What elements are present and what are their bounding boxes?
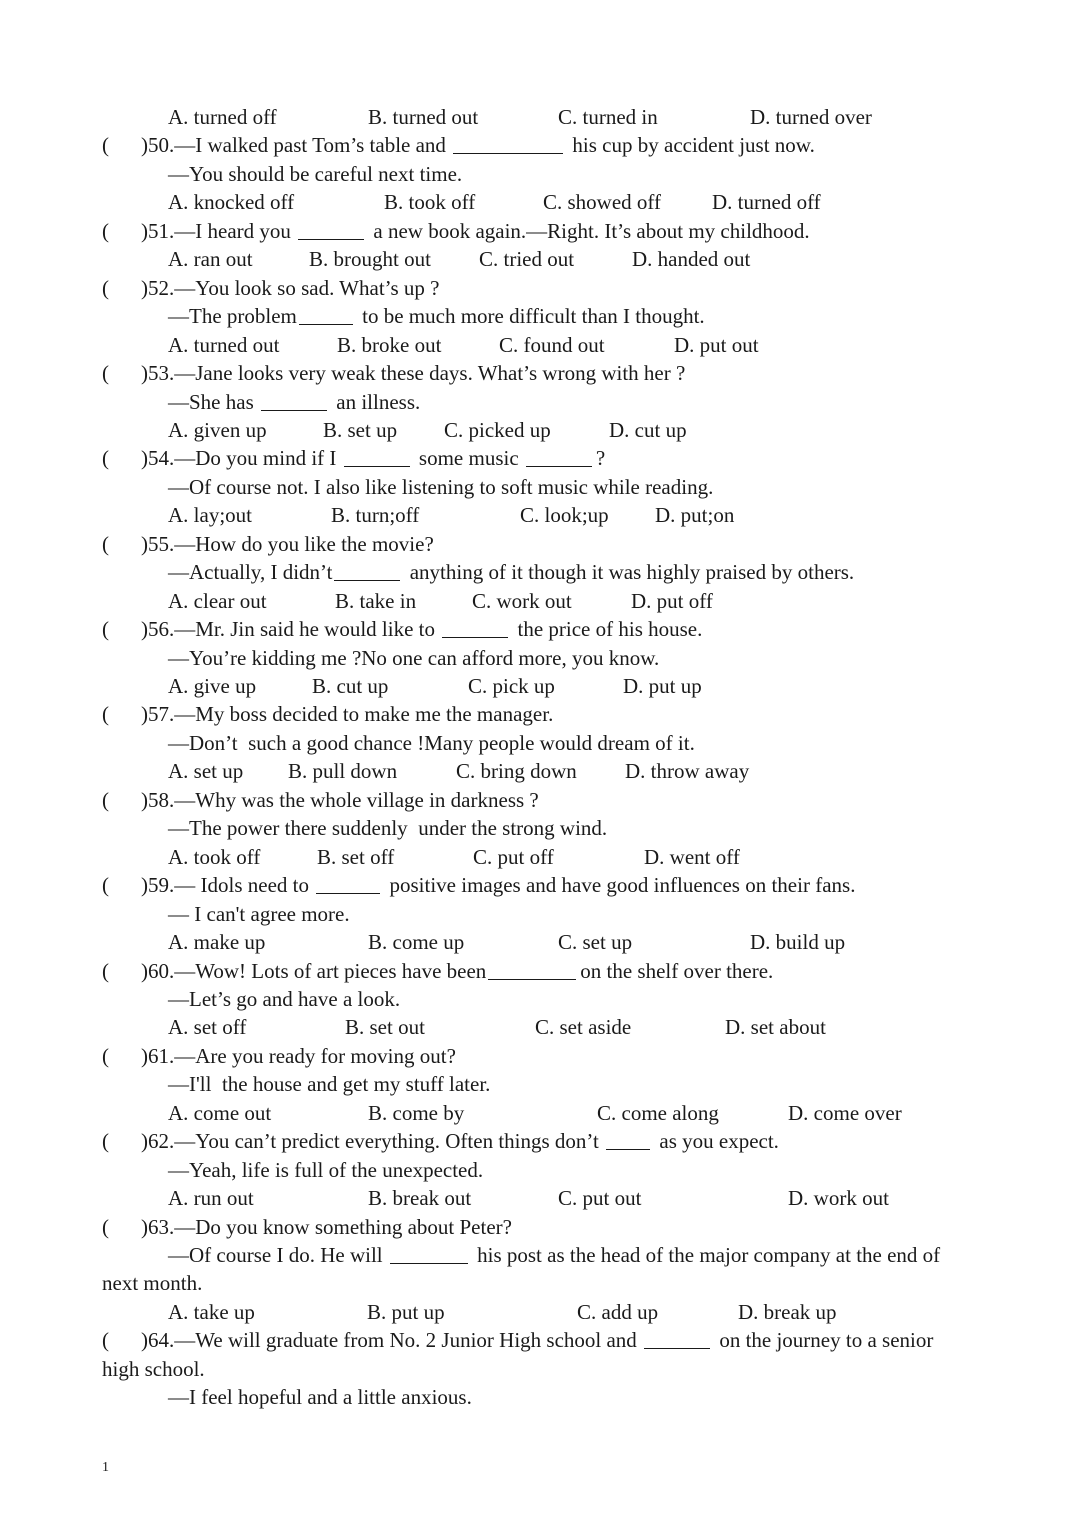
option-57-a: A. set up	[168, 759, 244, 784]
option-54-d: D. put;on	[655, 503, 735, 528]
answer-bracket[interactable]: (	[102, 275, 109, 300]
option-59-d: D. build up	[750, 930, 846, 955]
question-line-text: as you expect.	[654, 1129, 779, 1154]
option-53-c: C. picked up	[444, 417, 551, 442]
question-number: 54	[148, 446, 169, 471]
question-number-60: )60.	[141, 958, 175, 983]
question-line-text: his cup by accident just now.	[567, 133, 815, 158]
question-line-text: a new book again.—Right. It’s about my childhood.	[368, 218, 810, 243]
option-63-c: C. add up	[577, 1299, 659, 1324]
option-50-d: D. turned off	[712, 190, 821, 215]
option-57-d: D. throw away	[625, 759, 750, 784]
option-58-d: D. went off	[644, 844, 740, 869]
option-61-c: C. come along	[597, 1100, 719, 1125]
option-61-d: D. come over	[788, 1100, 902, 1125]
answer-blank[interactable]	[526, 466, 592, 467]
question-number: 56	[148, 617, 169, 642]
question-line-text: —Mr. Jin said he would like to	[174, 617, 441, 642]
answer-bracket[interactable]: (	[102, 958, 109, 983]
option-51-d: D. handed out	[632, 247, 751, 272]
option-56-c: C. pick up	[468, 674, 555, 698]
question-number-62: )62.	[141, 1129, 175, 1154]
option-63-a: A. take up	[168, 1299, 255, 1324]
option-50-a: A. knocked off	[168, 190, 295, 215]
question-line-text: —How do you like the movie?	[174, 531, 434, 556]
option-54-b: B. turn;off	[331, 503, 420, 528]
answer-bracket[interactable]: (	[102, 531, 109, 556]
answer-blank[interactable]	[442, 637, 508, 638]
answer-bracket[interactable]: (	[102, 133, 109, 158]
question-number-53: )53.	[141, 361, 175, 386]
question-line-text: next month.	[102, 1271, 203, 1296]
question-line-text: ?	[595, 446, 606, 471]
question-number-56: )56.	[141, 617, 175, 642]
question-line-text: —I'll	[168, 1072, 217, 1097]
question-number: 59	[148, 873, 169, 898]
question-line-text: —The problem	[168, 304, 297, 329]
option-63-b: B. put up	[367, 1299, 445, 1324]
question-number-63: )63.	[141, 1214, 175, 1239]
option-57-b: B. pull down	[288, 759, 398, 784]
answer-blank[interactable]	[344, 466, 410, 467]
option-53-b: B. set up	[323, 417, 398, 442]
option-58-c: C. put off	[473, 844, 554, 869]
option-51-b: B. brought out	[309, 247, 431, 272]
page-number: 1	[102, 1460, 109, 1475]
answer-blank[interactable]	[453, 153, 563, 154]
option-55-a: A. clear out	[168, 588, 267, 613]
option-62-d: D. work out	[788, 1186, 889, 1211]
question-number: 50	[148, 133, 169, 158]
question-number-54: )54.	[141, 446, 175, 471]
question-line-text: —You can’t predict everything. Often things don’t	[174, 1129, 605, 1154]
question-line-text: an illness.	[331, 389, 421, 414]
option-58-a: A. took off	[168, 844, 261, 869]
question-number-52: )52.	[141, 275, 175, 300]
question-line-text: —Do you mind if I	[174, 446, 342, 471]
option-56-b: B. cut up	[312, 674, 389, 698]
option-49-c: C. turned in	[558, 105, 658, 129]
option-59-b: B. come up	[368, 930, 465, 955]
question-number-51: )51.	[141, 218, 175, 243]
option-52-a: A. turned out	[168, 332, 280, 357]
question-line-text: — Idols need to	[174, 873, 315, 898]
question-line-text: —She has	[168, 389, 259, 414]
question-number: 52	[148, 275, 169, 300]
question-line-text: such a good chance !Many people would dream of it.	[242, 730, 695, 755]
question-line-text: —You look so sad. What’s up ?	[174, 275, 440, 300]
question-line-text: —My boss decided to make me the manager.	[174, 702, 554, 727]
question-line-text: —Wow! Lots of art pieces have been	[174, 958, 487, 983]
question-number-59: )59.	[141, 873, 175, 898]
answer-bracket[interactable]: (	[102, 873, 109, 898]
question-line-text: —Of course I do. He will	[168, 1243, 388, 1267]
option-50-b: B. took off	[384, 190, 476, 215]
question-number: 61	[148, 1043, 169, 1068]
question-line-text: —Why was the whole village in darkness ?	[174, 787, 539, 812]
answer-blank[interactable]	[606, 1149, 650, 1150]
question-number-64: )64.	[141, 1328, 175, 1353]
question-number-61: )61.	[141, 1043, 175, 1068]
option-52-d: D. put out	[674, 332, 759, 357]
answer-bracket[interactable]: (	[102, 361, 109, 386]
option-51-a: A. ran out	[168, 247, 253, 272]
answer-bracket[interactable]: (	[102, 446, 109, 471]
option-60-c: C. set aside	[535, 1015, 632, 1040]
option-61-b: B. come by	[368, 1100, 465, 1125]
question-number: 64	[148, 1328, 169, 1353]
question-line-text: —Jane looks very weak these days. What’s wrong with her ?	[174, 361, 686, 386]
question-line-text: —I walked past Tom’s table and	[174, 133, 452, 158]
question-number: 58	[148, 787, 169, 812]
option-62-c: C. put out	[558, 1186, 642, 1211]
option-55-c: C. work out	[472, 588, 572, 613]
answer-blank[interactable]	[316, 893, 380, 894]
option-55-d: D. put off	[631, 588, 713, 613]
question-line-text: —Actually, I didn’t	[168, 560, 333, 585]
question-number: 55	[148, 531, 169, 556]
question-number: 53	[148, 361, 169, 386]
answer-blank[interactable]	[334, 580, 400, 581]
question-line-text: some music	[413, 446, 524, 471]
question-line-text: —I feel hopeful and a little anxious.	[168, 1385, 472, 1410]
option-59-a: A. make up	[168, 930, 266, 955]
answer-bracket[interactable]: (	[102, 1328, 109, 1353]
question-line-text: the house and get my stuff later.	[216, 1072, 491, 1097]
question-number-55: )55.	[141, 531, 175, 556]
question-number: 57	[148, 702, 169, 727]
question-line-text: high school.	[102, 1356, 205, 1381]
option-55-b: B. take in	[335, 588, 417, 613]
option-58-b: B. set off	[317, 844, 395, 869]
answer-bracket[interactable]: (	[102, 1043, 109, 1068]
answer-blank[interactable]	[644, 1348, 710, 1349]
question-line-text: —You should be careful next time.	[168, 161, 463, 186]
option-60-d: D. set about	[725, 1015, 826, 1040]
question-line-text: —Are you ready for moving out?	[174, 1043, 456, 1068]
question-line-text: his post as the head of the major company at the end of	[471, 1243, 941, 1267]
option-53-d: D. cut up	[609, 417, 687, 442]
option-60-a: A. set off	[168, 1015, 247, 1040]
option-53-a: A. given up	[168, 417, 267, 442]
answer-blank[interactable]	[298, 239, 364, 240]
option-62-b: B. break out	[368, 1186, 472, 1211]
question-line-text: anything of it though it was highly praised by others.	[404, 560, 855, 585]
answer-bracket[interactable]: (	[102, 1129, 109, 1154]
question-line-text: —Do you know something about Peter?	[174, 1214, 512, 1239]
question-line-text: —We will graduate from No. 2 Junior High school and	[174, 1328, 643, 1353]
option-54-a: A. lay;out	[168, 503, 252, 528]
question-number-50: )50.	[141, 133, 175, 158]
question-line-text: — I can't agree more.	[168, 901, 350, 926]
option-49-a: A. turned off	[168, 105, 277, 129]
option-61-a: A. come out	[168, 1100, 272, 1125]
question-number-57: )57.	[141, 702, 175, 727]
question-line-text: to be much more difficult than I thought.	[356, 304, 705, 329]
answer-bracket[interactable]: (	[102, 787, 109, 812]
answer-blank[interactable]	[299, 324, 353, 325]
answer-blank[interactable]	[488, 979, 576, 980]
question-line-text: —Don’t	[168, 730, 243, 755]
question-line-text: positive images and have good influences on their fans.	[384, 873, 856, 898]
question-line-text: —I heard you	[174, 218, 297, 243]
option-51-c: C. tried out	[479, 247, 575, 272]
question-number: 63	[148, 1214, 169, 1239]
answer-bracket[interactable]: (	[102, 218, 109, 243]
option-62-a: A. run out	[168, 1186, 254, 1211]
option-59-c: C. set up	[558, 930, 633, 955]
option-52-b: B. broke out	[337, 332, 442, 357]
question-line-text: —The power there suddenly	[168, 816, 413, 841]
option-49-b: B. turned out	[368, 105, 479, 129]
answer-bracket[interactable]: (	[102, 617, 109, 642]
option-56-d: D. put up	[623, 674, 702, 698]
answer-bracket[interactable]: (	[102, 702, 109, 727]
question-number: 51	[148, 218, 169, 243]
answer-blank[interactable]	[390, 1263, 468, 1264]
question-line-text: the price of his house.	[512, 617, 703, 642]
answer-blank[interactable]	[261, 410, 327, 411]
option-63-d: D. break up	[738, 1299, 837, 1324]
question-number: 62	[148, 1129, 169, 1154]
question-line-text: —You’re kidding me ?No one can afford more, you know.	[168, 645, 660, 670]
question-number: 60	[148, 958, 169, 983]
option-50-c: C. showed off	[543, 190, 662, 215]
question-line-text: —Of course not. I also like listening to soft music while reading.	[168, 474, 714, 499]
option-49-d: D. turned over	[750, 105, 872, 129]
question-line-text: on the journey to a senior	[714, 1328, 934, 1353]
question-number-58: )58.	[141, 787, 175, 812]
question-line-text: —Let’s go and have a look.	[168, 986, 401, 1011]
option-56-a: A. give up	[168, 674, 257, 698]
question-line-text: —Yeah, life is full of the unexpected.	[168, 1157, 484, 1182]
question-line-text: on the shelf over there.	[580, 958, 774, 983]
option-52-c: C. found out	[499, 332, 605, 357]
option-57-c: C. bring down	[456, 759, 577, 784]
answer-bracket[interactable]: (	[102, 1214, 109, 1239]
option-60-b: B. set out	[345, 1015, 425, 1040]
option-54-c: C. look;up	[520, 503, 609, 528]
question-line-text: under the strong wind.	[412, 816, 608, 841]
